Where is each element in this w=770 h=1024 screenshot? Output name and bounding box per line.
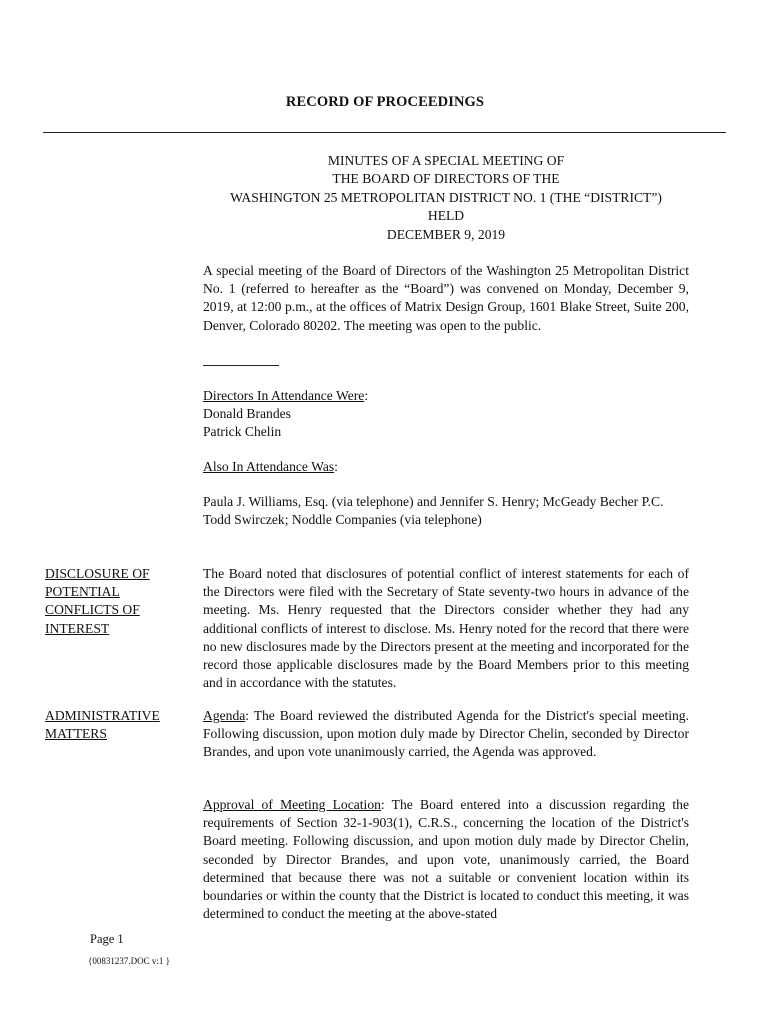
heading-line: HELD <box>427 208 465 224</box>
directors-heading: Directors In Attendance Were: <box>203 388 369 403</box>
also-heading: Also In Attendance Was: <box>203 459 338 474</box>
also-attendees <box>203 493 689 529</box>
agenda-text: : The Board reviewed the distributed Agenda for the District's special meeting. Following discussion, upon motion duly made by Director Chelin, seconded by Director Brandes, and upon vote unanimously carried, the Agenda was approved. <box>203 708 689 760</box>
section-heading-administrative <box>45 707 195 743</box>
also-heading-label: Also In Attendance Was <box>203 459 335 474</box>
section-heading-line: CONFLICTS OF <box>45 602 140 618</box>
location-paragraph <box>203 796 689 923</box>
page-title: RECORD OF PROCEEDINGS <box>285 94 485 110</box>
section-heading-line: INTEREST <box>45 620 110 636</box>
disclosure-paragraph: The Board noted that disclosures of potential conflict of interest statements for each of the Directors were filed with the Secretary of State seventy-two hours in advance of the meeting. Ms. Henry requested that the Directors consider whether they had any additional conflicts of interest to disclose. Ms. Henry noted for the record that there were no new disclosures made by the Directors present at the meeting and incorporated for the record those applicable disclosures made by the Board Members prior to this meeting and in accordance with the statutes. <box>203 566 689 691</box>
director-name: Patrick Chelin <box>203 424 282 440</box>
location-text: : The Board entered into a discussion regarding the requirements of Section 32-1-903(1), C.R.S., concerning the location of the District's Board meeting. Following discussion, and upon motion duly made by Director Chelin, seconded by Director Brandes, and upon vote, unanimously carried, the Board determined that because there was not a suitable or convenient location within its boundaries or within the county that the District is located to conduct this meeting, it was determined to conduct the meeting at the above-stated <box>203 797 690 922</box>
attendee-line: Paula J. Williams, Esq. (via telephone) and Jennifer S. Henry; McGeady Becher P.C. <box>203 494 664 509</box>
heading-line: WASHINGTON 25 METROPOLITAN DISTRICT NO. 1 (THE “DISTRICT”) <box>230 189 662 205</box>
meeting-heading <box>196 152 696 244</box>
agenda-label: Agenda <box>203 708 246 723</box>
heading-line: THE BOARD OF DIRECTORS OF THE <box>332 171 560 187</box>
page-number: Page 1 <box>90 932 124 946</box>
director-name: Donald Brandes <box>203 406 291 422</box>
directors-block <box>203 387 689 442</box>
directors-heading-label: Directors In Attendance Were <box>203 388 365 403</box>
agenda-paragraph <box>203 707 689 762</box>
heading-line: DECEMBER 9, 2019 <box>386 226 506 242</box>
document-id: {00831237.DOC v:1 } <box>88 956 170 966</box>
heading-line: MINUTES OF A SPECIAL MEETING OF <box>327 153 565 168</box>
section-heading-disclosure <box>45 565 195 638</box>
attendee-line: Todd Swirczek; Noddle Companies (via telephone) <box>203 512 482 528</box>
section-heading-line: ADMINISTRATIVE <box>45 708 160 723</box>
location-label: Approval of Meeting Location <box>203 797 381 812</box>
section-heading-line: POTENTIAL <box>45 584 120 600</box>
section-heading-line: MATTERS <box>45 726 107 742</box>
intro-paragraph: A special meeting of the Board of Directors of the Washington 25 Metropolitan District No. 1 (referred to hereafter as the “Board”) was convened on Monday, December 9, 2019, at 12:00 p.m., at the offices of Matrix Design Group, 1601 Blake Street, Suite 200, Denver, Colorado 80202. The meeting was open to the public. <box>203 263 689 333</box>
title-divider <box>43 132 726 133</box>
short-divider <box>203 365 279 366</box>
section-heading-line: DISCLOSURE OF <box>45 566 150 581</box>
